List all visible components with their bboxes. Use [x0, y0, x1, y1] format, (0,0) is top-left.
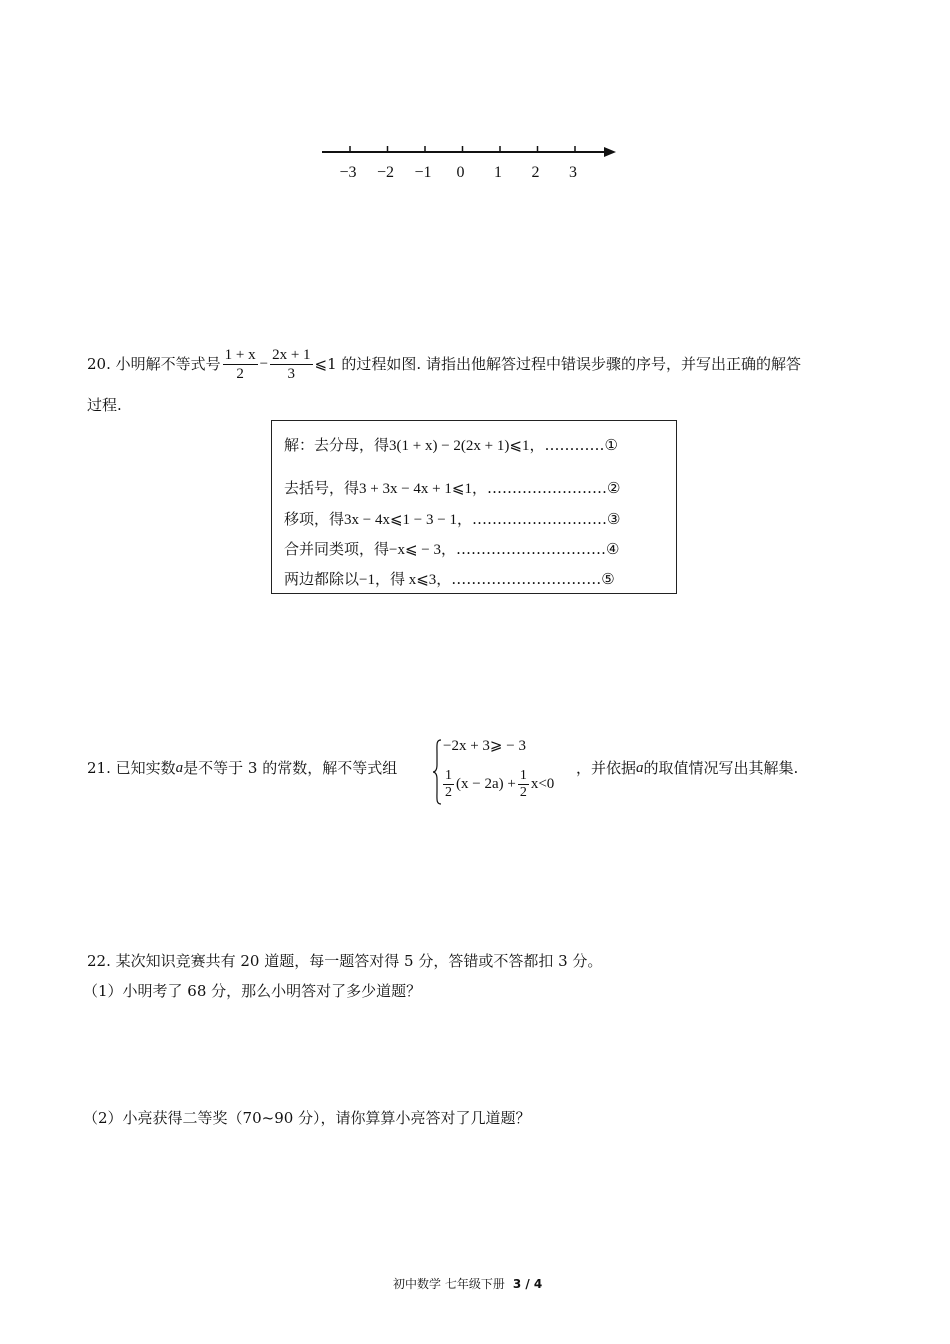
step-mark: ②: [606, 479, 621, 497]
step-dots: ………………………: [471, 510, 607, 528]
q21-suffix-post: 的取值情况写出其解集.: [643, 759, 799, 777]
q20-step-5: [284, 569, 615, 590]
half-denominator: 2: [445, 784, 452, 800]
step-label: 解：去分母，得: [284, 436, 390, 454]
step-label: 移项，得: [284, 510, 345, 528]
q22-part-2: （2）小亮获得二等奖（70~90 分），请你算算小亮答对了几道题？: [83, 1109, 531, 1127]
q22-part-1: （1）小明考了 68 分，那么小明答对了多少道题？: [83, 982, 422, 1000]
step-expr: 3(1 + x) − 2(2x + 1)⩽1，: [389, 438, 545, 454]
number-line-tick-label: 2: [531, 164, 540, 181]
q21-inequality-2: [441, 764, 554, 804]
q20-stem: [87, 344, 801, 384]
half-denominator: 2: [519, 784, 527, 800]
q20-frac2-numerator: 2x + 1: [272, 346, 311, 363]
q21-half-1: [443, 768, 454, 801]
q21-half-2: [518, 768, 529, 801]
step-mark: ④: [606, 540, 620, 558]
step-expr: 3 + 3x − 4x + 1⩽1，: [359, 481, 487, 497]
q21-stem-left: [87, 758, 397, 778]
q22-stem: 22. 某次知识竞赛共有 20 道题，每一题答对得 5 分，答错或不答都扣 3 分。: [87, 952, 603, 970]
q21-ineq2-mid: (x − 2a) +: [456, 776, 516, 792]
step-dots: …………………………: [451, 570, 602, 588]
half-numerator: 1: [445, 767, 452, 783]
step-mark: ③: [606, 510, 621, 528]
q20-solution-box: [271, 420, 677, 594]
number-line-tick-label: −1: [414, 164, 432, 181]
q21-suffix-pre: ，并依据: [576, 759, 637, 777]
q20-frac2-denominator: 3: [287, 365, 296, 382]
footer-page-number: 3 / 4: [512, 1276, 543, 1291]
step-label: 两边都除以: [284, 570, 360, 588]
step-label: 去括号，得: [284, 479, 360, 497]
q21-ineq2-end: x<0: [530, 776, 555, 792]
q21-mid: 是不等于 3 的常数，解不等式组: [183, 759, 398, 777]
q20-frac1-numerator: 1 + x: [224, 346, 256, 363]
q20-after-fraction: ⩽1 的过程如图. 请指出他解答过程中错误步骤的序号，并写出正确的解答: [314, 355, 801, 373]
number-line-tick-label: −3: [339, 164, 357, 181]
q21-var-a: a: [175, 760, 184, 776]
q20-minus: −: [259, 356, 269, 372]
q20-step-3: [284, 509, 620, 530]
footer-text: 初中数学 七年级下册: [393, 1277, 505, 1291]
number-line-arrow: [604, 147, 616, 157]
q20-frac1-denominator: 2: [236, 365, 244, 382]
page-footer: [393, 1275, 542, 1292]
q21-inequality-1: −2x + 3⩾ − 3: [443, 738, 526, 754]
q20-prefix: 20. 小明解不等式号: [87, 355, 221, 373]
q20-fraction-1: [223, 346, 258, 383]
q20-step-2: [284, 478, 620, 499]
step-dots: ……………………: [486, 479, 607, 497]
step-expr: 3x − 4x⩽1 − 3 − 1，: [344, 512, 472, 528]
number-line-tick-label: 3: [569, 164, 577, 181]
step-expr: −x⩽ − 3，: [389, 542, 457, 558]
q20-step-4: [284, 539, 619, 560]
step-dots: …………: [544, 436, 605, 454]
step-label: 合并同类项，得: [284, 540, 390, 558]
step-expr: −1，得 x⩽3，: [359, 572, 452, 588]
number-line-tick-label: 0: [456, 164, 465, 181]
q20-fraction-2: [270, 346, 312, 383]
q20-line2: 过程.: [87, 396, 122, 414]
step-mark: ⑤: [601, 570, 615, 588]
q21-stem-right: [576, 758, 798, 778]
number-line-tick-label: 1: [494, 164, 502, 181]
q20-step-1: [284, 435, 618, 456]
step-dots: …………………………: [456, 540, 607, 558]
number-line-tick-label: −2: [376, 164, 395, 181]
q21-prefix: 21. 已知实数: [87, 759, 176, 777]
q21-var-a-2: a: [636, 760, 644, 776]
half-numerator: 1: [519, 767, 527, 783]
step-mark: ①: [604, 436, 618, 454]
